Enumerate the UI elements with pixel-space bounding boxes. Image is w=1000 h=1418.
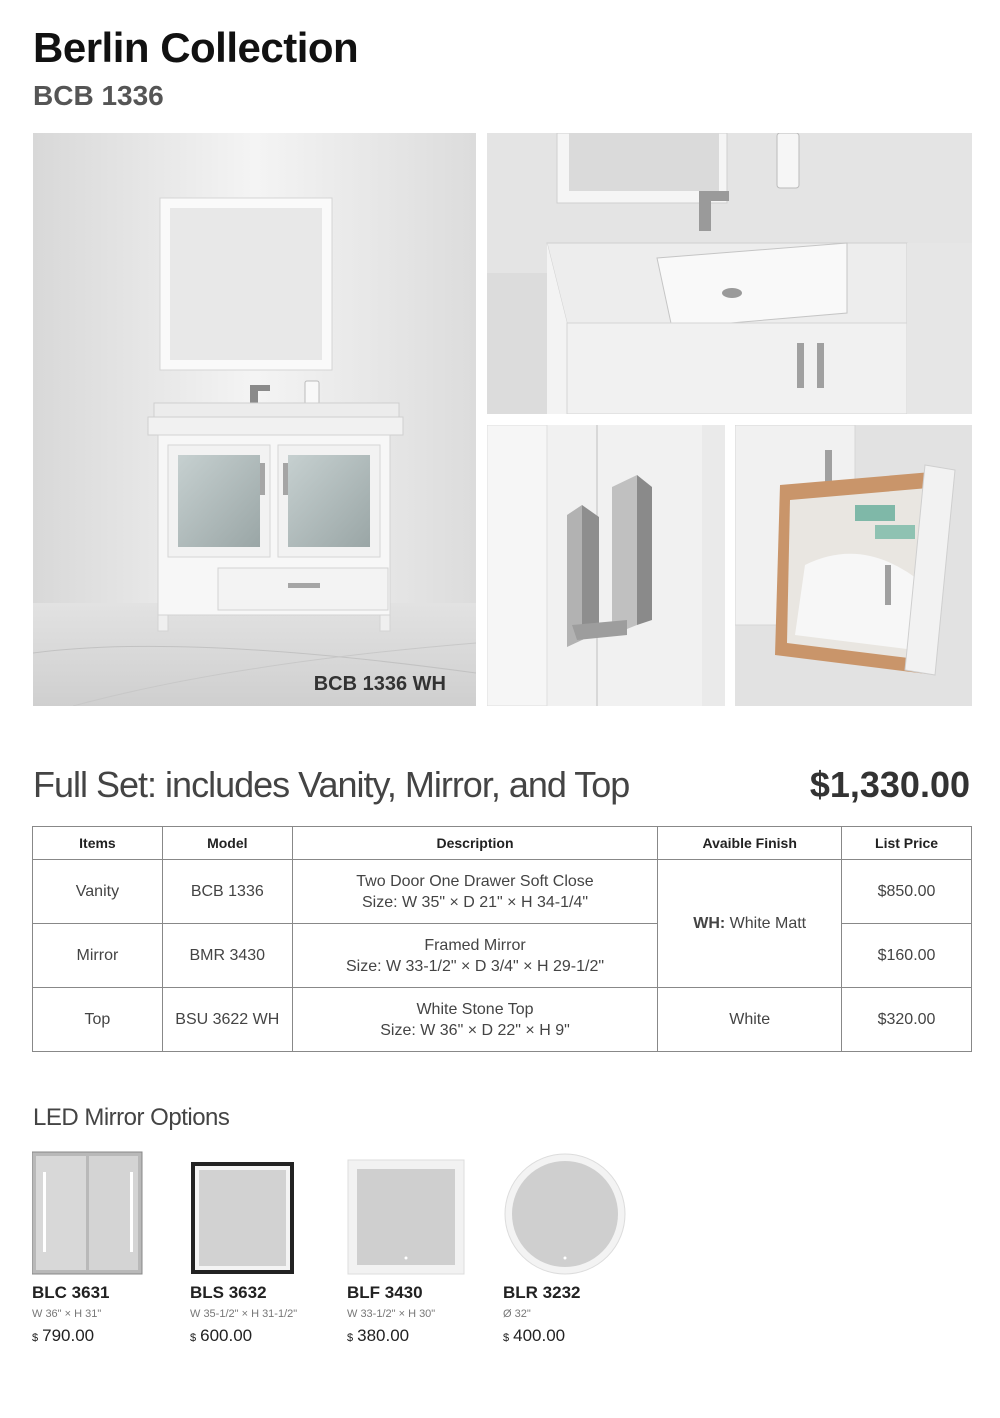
cell-model: BMR 3430 [162, 924, 292, 988]
cell-description: Two Door One Drawer Soft Close Size: W 35" × D 21" × H 34-1/4" [292, 860, 658, 924]
cell-item: Top [33, 988, 163, 1052]
cell-model: BSU 3622 WH [162, 988, 292, 1052]
cell-finish-shared: WH: White Matt [658, 860, 842, 988]
led-price: $ 400.00 [503, 1326, 566, 1345]
cell-item: Mirror [33, 924, 163, 988]
full-set-price: $1,330.00 [809, 764, 970, 805]
main-photo-caption: BCB 1336 WH [313, 673, 446, 695]
led-option-card [32, 1150, 182, 1345]
cell-finish: White [658, 988, 842, 1052]
led-model: BLC 3631 [32, 1283, 110, 1302]
cell-price: $320.00 [842, 988, 972, 1052]
cell-item: Vanity [33, 860, 163, 924]
table-header-row [33, 827, 972, 860]
led-model: BLS 3632 [190, 1283, 267, 1302]
sink-closeup-photo [487, 133, 972, 414]
black-frame-mirror-image [190, 1150, 340, 1280]
led-option-card [190, 1150, 340, 1345]
col-header-items: Items [33, 827, 163, 860]
led-price: $ 600.00 [190, 1326, 253, 1345]
led-model: BLR 3232 [503, 1283, 581, 1302]
led-size: W 35-1/2" × H 31-1/2" [190, 1308, 298, 1320]
spec-table [32, 826, 972, 1052]
col-header-description: Description [292, 827, 658, 860]
cell-price: $160.00 [842, 924, 972, 988]
led-model: BLF 3430 [347, 1283, 423, 1302]
col-header-finish: Avaible Finish [658, 827, 842, 860]
cell-model: BCB 1336 [162, 860, 292, 924]
led-option-card [347, 1150, 497, 1345]
led-option-card [503, 1150, 653, 1345]
table-row [33, 860, 972, 924]
led-size: Ø 32" [503, 1308, 531, 1320]
col-header-price: List Price [842, 827, 972, 860]
cell-description: Framed Mirror Size: W 33-1/2" × D 3/4" × H 29-1/2" [292, 924, 658, 988]
drawer-closeup-photo [735, 425, 972, 706]
full-set-title: Full Set: includes Vanity, Mirror, and Top [33, 764, 630, 805]
col-header-model: Model [162, 827, 292, 860]
round-mirror-image [503, 1150, 653, 1280]
frameless-mirror-image [347, 1150, 497, 1280]
main-product-photo [33, 133, 476, 706]
led-price: $ 790.00 [32, 1326, 95, 1345]
mirror-cabinet-image [32, 1150, 182, 1280]
page-title: Berlin Collection [33, 24, 359, 71]
cell-price: $850.00 [842, 860, 972, 924]
led-price: $ 380.00 [347, 1326, 410, 1345]
handle-closeup-photo [487, 425, 725, 706]
cell-description: White Stone Top Size: W 36" × D 22" × H 9" [292, 988, 658, 1052]
led-options-heading: LED Mirror Options [33, 1104, 230, 1131]
led-size: W 33-1/2" × H 30" [347, 1308, 436, 1320]
led-size: W 36" × H 31" [32, 1308, 102, 1320]
table-row [33, 988, 972, 1052]
model-number: BCB 1336 [33, 80, 164, 111]
